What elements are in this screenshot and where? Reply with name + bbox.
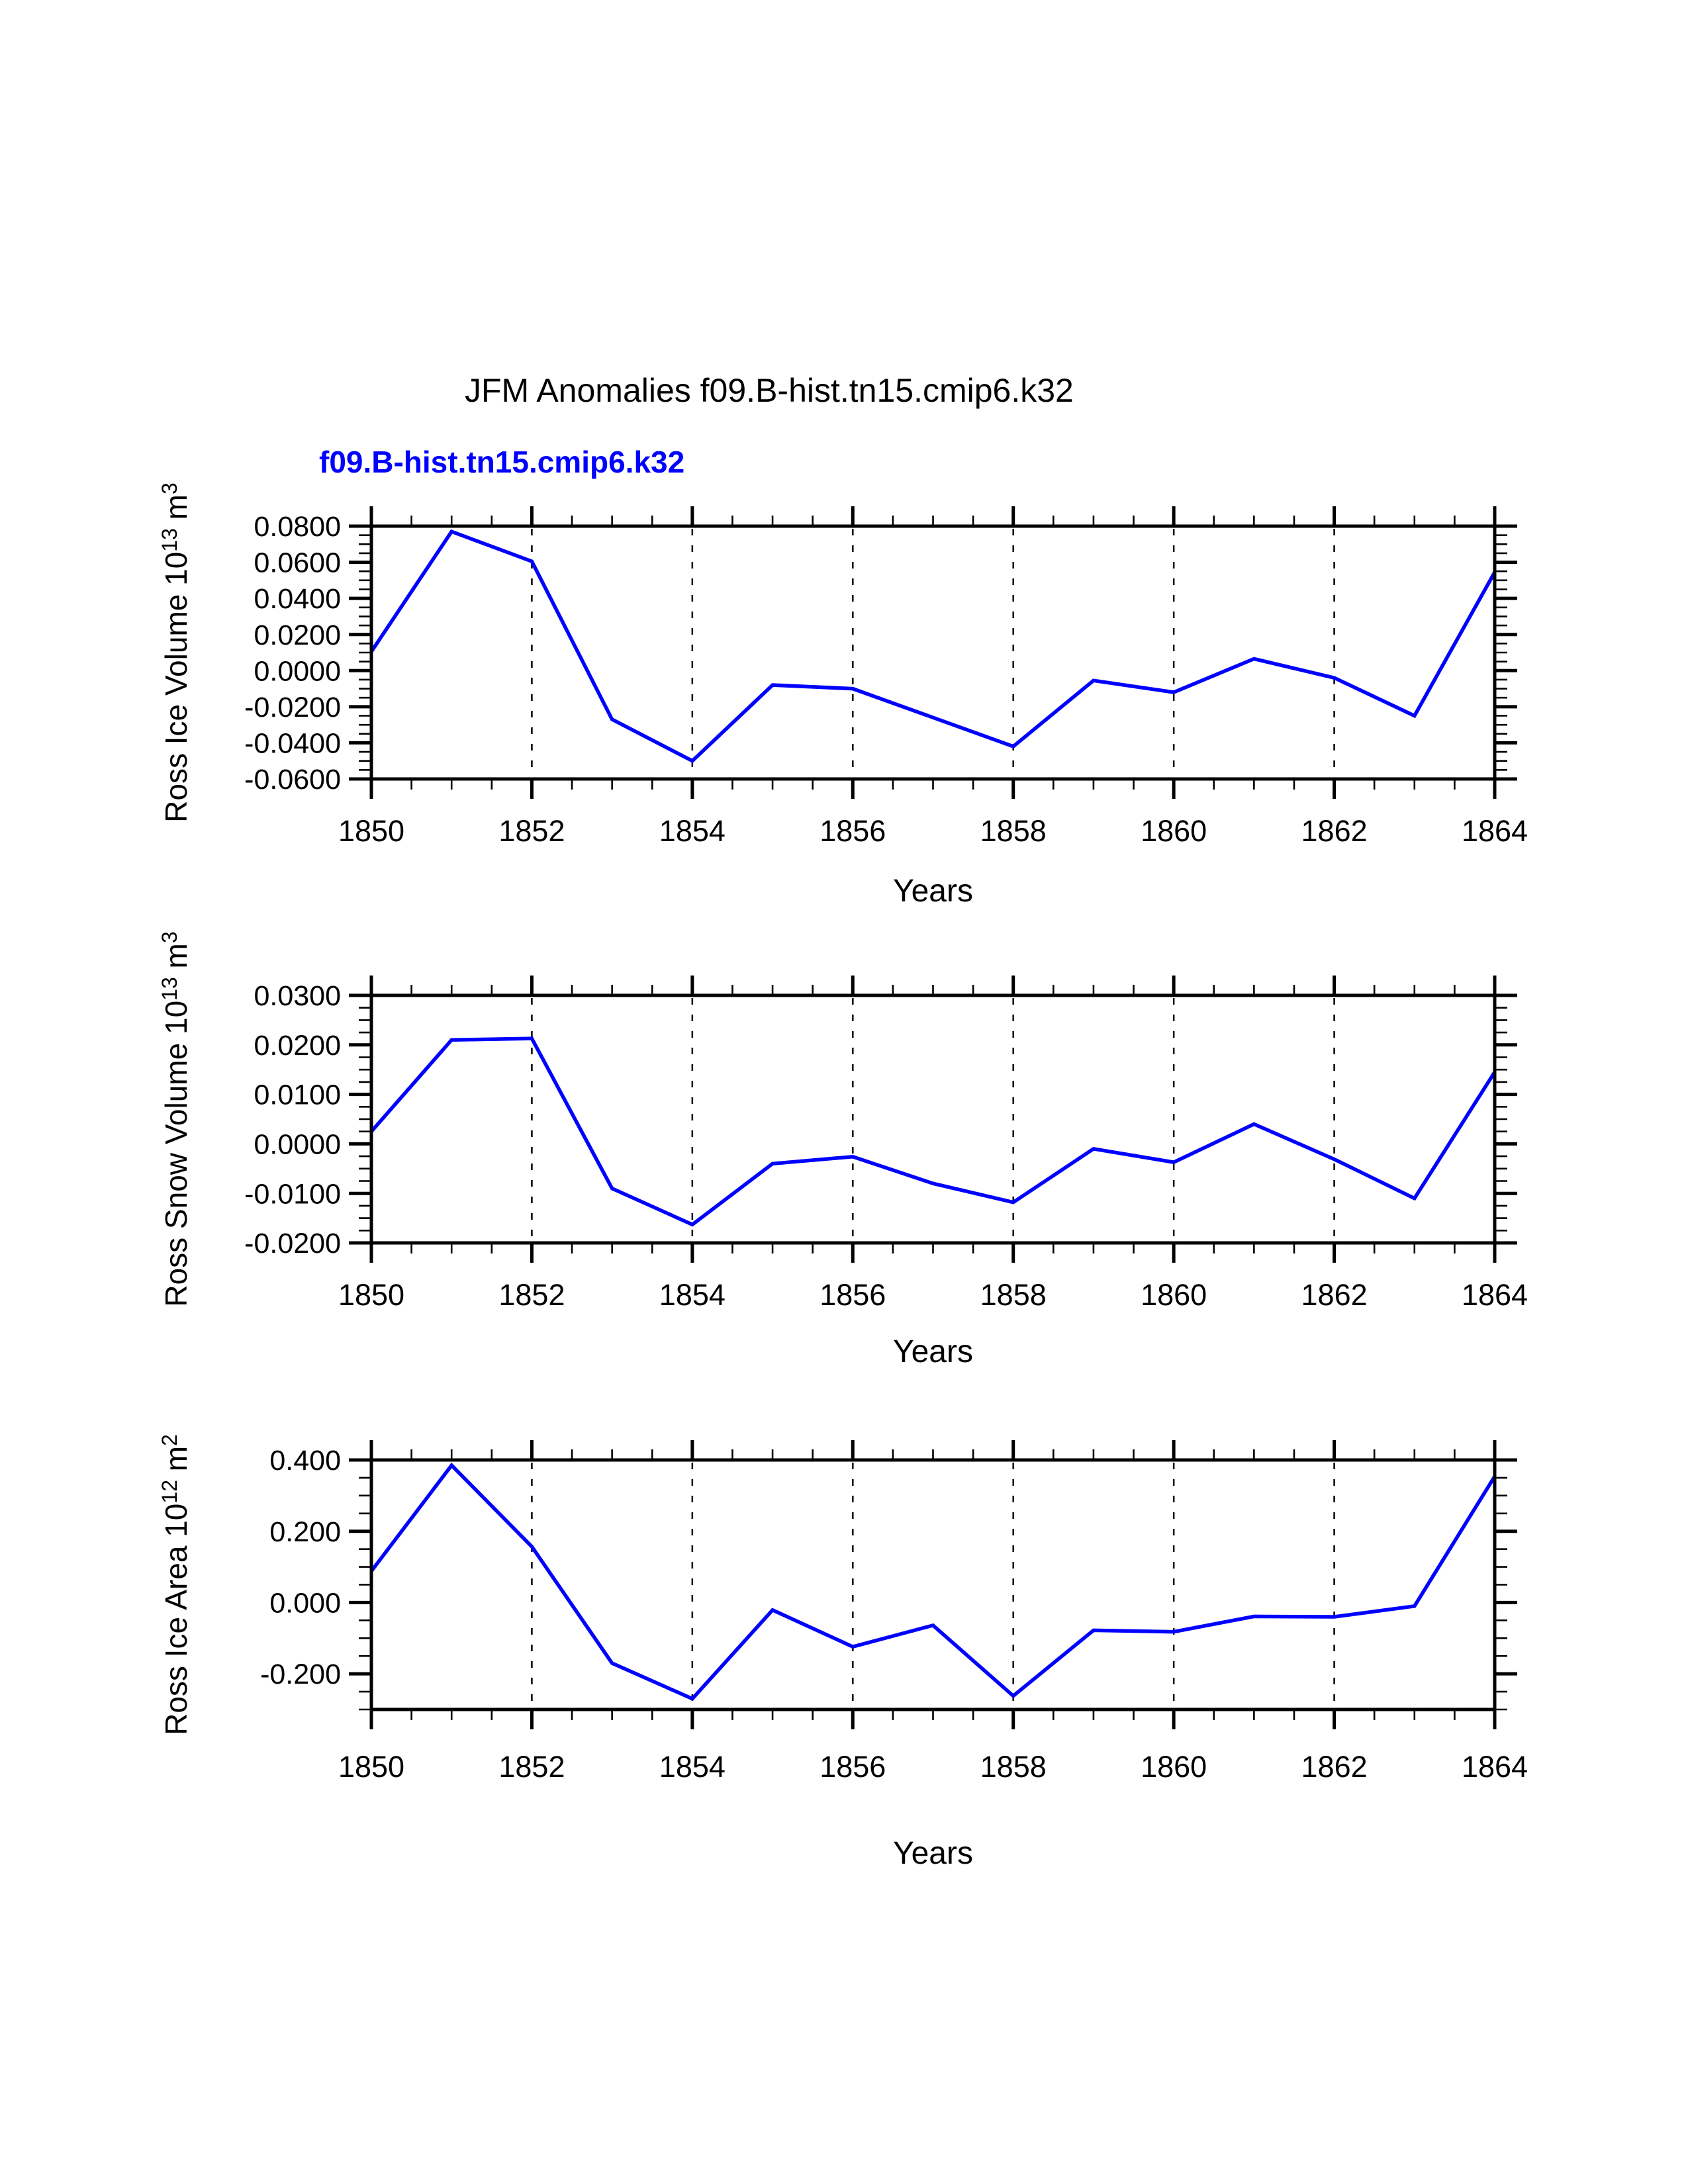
x-tick-label: 1864	[1461, 814, 1528, 848]
x-tick-label: 1854	[659, 1278, 726, 1312]
panel-2	[158, 931, 1528, 1369]
x-tick-label: 1854	[659, 1750, 726, 1784]
y-tick-label: 0.0200	[254, 1029, 341, 1062]
x-tick-label: 1862	[1301, 1278, 1368, 1312]
x-tick-label: 1850	[338, 814, 405, 848]
x-tick-label: 1860	[1141, 1750, 1207, 1784]
y-tick-label: 0.0100	[254, 1079, 341, 1111]
x-tick-label: 1864	[1461, 1278, 1528, 1312]
x-tick-label: 1858	[980, 1278, 1047, 1312]
y-tick-label: 0.0800	[254, 511, 341, 543]
y-tick-label: 0.0400	[254, 583, 341, 615]
x-axis-title: Years	[893, 1836, 973, 1871]
x-axis-title: Years	[893, 1334, 973, 1369]
x-tick-label: 1852	[498, 1278, 565, 1312]
x-tick-label: 1852	[498, 814, 565, 848]
axis-frame	[371, 995, 1495, 1243]
series-legend-label: f09.B-hist.tn15.cmip6.k32	[319, 445, 685, 479]
x-tick-label: 1862	[1301, 1750, 1368, 1784]
x-tick-label: 1860	[1141, 1278, 1207, 1312]
x-tick-label: 1858	[980, 1750, 1047, 1784]
chart-title: JFM Anomalies f09.B-hist.tn15.cmip6.k32	[465, 372, 1074, 409]
axis-frame	[371, 1460, 1495, 1709]
y-tick-label: 0.0000	[254, 1128, 341, 1161]
y-tick-label: 0.200	[269, 1516, 341, 1548]
y-tick-label: -0.200	[260, 1659, 341, 1691]
y-tick-label: -0.0100	[244, 1178, 341, 1210]
x-tick-label: 1856	[820, 1750, 886, 1784]
y-tick-label: 0.0600	[254, 547, 341, 579]
x-tick-label: 1860	[1141, 814, 1207, 848]
data-line	[371, 1465, 1495, 1699]
x-tick-label: 1854	[659, 814, 726, 848]
x-axis-title: Years	[893, 874, 973, 909]
y-axis-title: Ross Ice Volume $10^{13}$ $m^3$	[158, 482, 193, 823]
x-tick-label: 1850	[338, 1278, 405, 1312]
axis-frame	[371, 526, 1495, 779]
data-line	[371, 1038, 1495, 1224]
x-tick-label: 1852	[498, 1750, 565, 1784]
y-tick-label: -0.0400	[244, 727, 341, 760]
x-tick-label: 1862	[1301, 814, 1368, 848]
y-tick-label: 0.0300	[254, 980, 341, 1013]
y-axis-title: Ross Snow Volume $10^{13}$ $m^3$	[158, 931, 193, 1307]
data-line	[371, 531, 1495, 760]
x-tick-label: 1858	[980, 814, 1047, 848]
y-tick-label: -0.0200	[244, 691, 341, 723]
y-tick-label: 0.400	[269, 1445, 341, 1477]
y-tick-label: 0.0000	[254, 655, 341, 688]
panel-1	[158, 482, 1528, 909]
y-tick-label: -0.0200	[244, 1228, 341, 1260]
y-tick-label: -0.0600	[244, 764, 341, 796]
y-tick-label: 0.0200	[254, 619, 341, 651]
x-tick-label: 1864	[1461, 1750, 1528, 1784]
x-tick-label: 1856	[820, 1278, 886, 1312]
x-tick-label: 1856	[820, 814, 886, 848]
y-axis-title: Ross Ice Area $10^{12}$ $m^2$	[158, 1434, 193, 1735]
x-tick-label: 1850	[338, 1750, 405, 1784]
panel-3	[158, 1434, 1528, 1871]
y-tick-label: 0.000	[269, 1587, 341, 1619]
